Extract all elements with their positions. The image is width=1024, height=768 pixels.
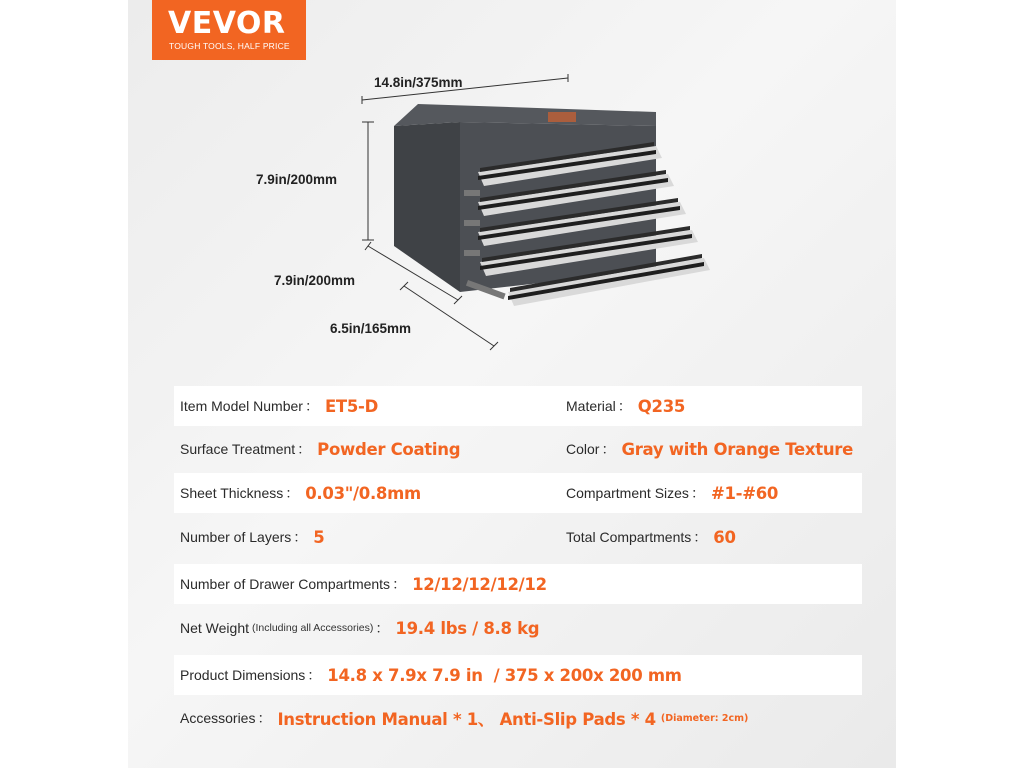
height-dimension: 7.9in/200mm <box>256 172 338 187</box>
acc-label: Accessories <box>180 710 256 726</box>
model-value: ET5-D <box>324 396 378 416</box>
drawer-comp-value: 12/12/12/12/12 <box>412 574 547 594</box>
acc-small: (Diameter: 2cm) <box>660 712 749 724</box>
cabinet-top <box>394 104 656 126</box>
depth-drawer-dimension: 6.5in/165mm <box>330 321 412 336</box>
layers-value: 5 <box>313 527 325 547</box>
sizes-label: Compartment Sizes <box>566 485 689 501</box>
spec-row-surface: Surface Treatment ： Powder Coating Color ： Gray with Orange Texture <box>180 439 854 459</box>
spec-row-layers: Number of Layers ： 5 Total Compartments ： 60 <box>180 527 736 547</box>
material-value: Q235 <box>637 396 686 416</box>
total-label: Total Compartments <box>566 529 692 545</box>
drawer-comp-label: Number of Drawer Compartments <box>180 576 391 592</box>
spec-row-dimensions: Product Dimensions ： 14.8 x 7.9x 7.9 in / 375 x 200x 200 mm <box>174 655 862 695</box>
layers-label: Number of Layers <box>180 529 292 545</box>
material-label: Material <box>566 398 616 414</box>
width-dimension: 14.8in/375mm <box>374 75 463 90</box>
color-label: Color <box>566 441 600 457</box>
depth-outer-dimension: 7.9in/200mm <box>274 273 356 288</box>
drawer-cabinet-illustration <box>128 0 896 370</box>
weight-label: Net Weight <box>180 620 249 636</box>
color-value: Gray with Orange Texture <box>621 439 854 459</box>
logo-brand: VEVOR <box>168 6 286 41</box>
sizes-value: #1-#60 <box>710 483 779 503</box>
surface-value: Powder Coating <box>317 439 461 459</box>
dims-label: Product Dimensions <box>180 667 306 683</box>
weight-value: 19.4 lbs / 8.8 kg <box>395 618 540 638</box>
thickness-value: 0.03"/0.8mm <box>305 483 421 503</box>
spec-row-accessories: Accessories ： Instruction Manual * 1、 Anti-Slip Pads * 4 (Diameter: 2cm) <box>174 698 862 738</box>
spec-row-thickness: Sheet Thickness ： 0.03"/0.8mm Compartment Sizes ： #1-#60 <box>174 473 862 513</box>
dims-value: 14.8 x 7.9x 7.9 in / 375 x 200x 200 mm <box>327 665 682 685</box>
cabinet-side <box>394 122 460 292</box>
spec-row-model: Item Model Number ： ET5-D Material ： Q235 <box>174 386 862 426</box>
thickness-label: Sheet Thickness <box>180 485 284 501</box>
model-label: Item Model Number <box>180 398 303 414</box>
logo-tagline: TOUGH TOOLS, HALF PRICE <box>169 41 290 51</box>
cabinet-label <box>548 112 576 122</box>
total-value: 60 <box>713 527 736 547</box>
spec-row-weight: Net Weight (Including all Accessories) ： 19.4 lbs / 8.8 kg <box>180 618 540 638</box>
spec-row-drawer-compartments: Number of Drawer Compartments ： 12/12/12/12/12 <box>174 564 862 604</box>
product-info-panel <box>128 0 896 768</box>
weight-sub: (Including all Accessories) <box>252 622 374 634</box>
acc-value: Instruction Manual * 1、 Anti-Slip Pads * 4 <box>277 710 656 729</box>
surface-label: Surface Treatment <box>180 441 296 457</box>
